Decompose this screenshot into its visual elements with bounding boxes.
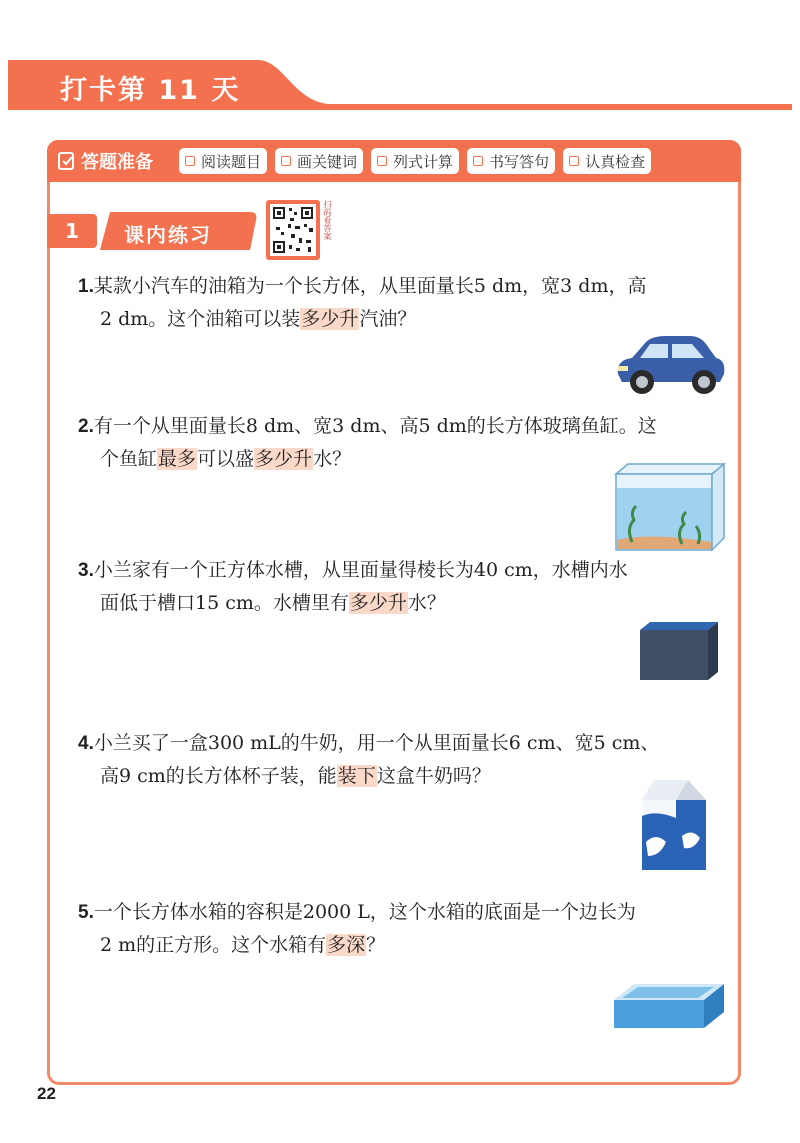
- section-number: 1: [47, 214, 97, 248]
- checkbox-icon: [569, 156, 579, 166]
- question-number: 5.: [78, 902, 94, 923]
- question-5: 5.一个长方体水箱的容积是2000 L，这个水箱的底面是一个边长为 2 m的正方形。这个水箱有多深？: [78, 901, 636, 956]
- question-number: 1.: [78, 276, 94, 297]
- prep-title: [57, 148, 179, 174]
- checklist-icon: [57, 151, 77, 171]
- fish-tank-image: [612, 462, 728, 552]
- question-number: 3.: [78, 560, 94, 581]
- question-number: 2.: [78, 416, 94, 437]
- qr-side-text: 扫码看答案: [323, 200, 332, 240]
- question-3: 3.小兰家有一个正方体水槽，从里面量得棱长为40 cm，水槽内水 面低于槽口15 cm。水槽里有多少升水？: [78, 559, 628, 614]
- keyword-highlight: 多少升: [301, 308, 359, 330]
- step-mark: 画关键词: [275, 148, 363, 174]
- question-1: 1.某款小汽车的油箱为一个长方体，从里面量长5 dm，宽3 dm，高 2 dm。这个油箱可以装多少升汽油？: [78, 275, 647, 330]
- checkbox-icon: [281, 156, 291, 166]
- keyword-highlight: 装下: [337, 765, 376, 787]
- step-check: 认真检查: [563, 148, 651, 174]
- checkbox-icon: [473, 156, 483, 166]
- car-image: [612, 330, 728, 396]
- prep-bar: [47, 140, 741, 182]
- header-banner: [8, 60, 792, 110]
- page-title: 打卡第 11 天: [60, 75, 241, 106]
- water-box-image: [610, 978, 726, 1030]
- step-write: 书写答句: [467, 148, 555, 174]
- question-4: 4.小兰买了一盒300 mL的牛奶，用一个从里面量长6 cm、宽5 cm、 高9 cm的长方体杯子装，能装下这盒牛奶吗？: [78, 732, 660, 787]
- prep-title-label: 答题准备: [81, 152, 153, 173]
- keyword-highlight: 最多: [158, 448, 197, 470]
- milk-carton-image: [636, 776, 712, 872]
- page-number: 22: [37, 1084, 56, 1103]
- question-number: 4.: [78, 733, 94, 754]
- keyword-highlight: 多少升: [255, 448, 313, 470]
- question-2: 2.有一个从里面量长8 dm、宽3 dm、高5 dm的长方体玻璃鱼缸。这 个鱼缸最多可以盛多少升水？: [78, 415, 657, 470]
- keyword-highlight: 多深: [327, 934, 366, 956]
- water-cube-image: [636, 618, 720, 682]
- keyword-highlight: 多少升: [349, 592, 407, 614]
- checkbox-icon: [185, 156, 195, 166]
- step-calc: 列式计算: [371, 148, 459, 174]
- step-read: 阅读题目: [179, 148, 267, 174]
- checkbox-icon: [377, 156, 387, 166]
- section-label: 课内练习: [100, 212, 258, 250]
